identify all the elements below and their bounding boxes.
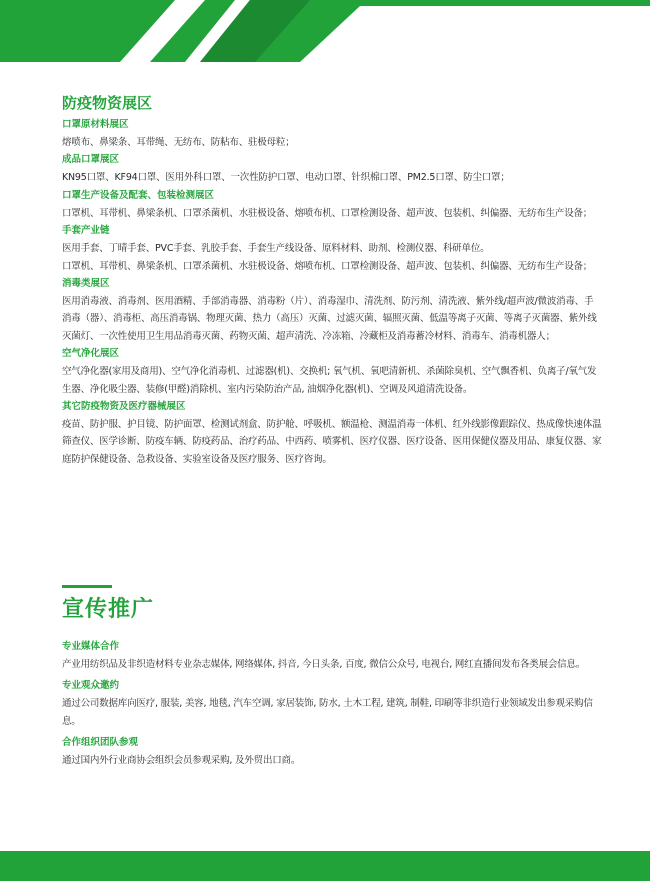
body-paragraph: 产业用纺织品及非织造材料专业杂志媒体, 网络媒体, 抖音, 今日头条, 百度, 微信公众号, 电视台, 网红直播间发布各类展会信息。 [62, 659, 586, 670]
body-paragraph: 口罩机、耳带机、鼻梁条机、口罩杀菌机、水驻极设备、熔喷布机、口罩检测设备、超声波、包装机、纠偏器、无纺布生产设备； [62, 207, 593, 219]
section-title: 宣传推广 [62, 597, 155, 622]
body-paragraph: 医用消毒液、消毒剂、医用酒精、手部消毒器、消毒粉（片）、消毒湿巾、清洗剂、防污剂、清洗液、紫外线/超声波/微波消毒、手消毒（器）、消毒柜、高压消毒锅、物理灭菌、热力（高压）灭菌、过滤灭菌、辐照灭菌、低温等离子灭菌、等离子灭菌器、紫外线灭菌灯、一次性使用卫生用品消毒灭菌、药物灭菌、超声清洗、冷冻箱、冷藏柜及消毒蓄冷材料、消毒车、消毒机器人； [62, 296, 597, 342]
sub-heading: 专业媒体合作 [62, 641, 120, 652]
body-paragraph: 通过国内外行业商协会组织会员参观采购, 及外贸出口商。 [62, 754, 301, 766]
promotion-section [62, 585, 602, 770]
sub-heading: 合作组织团队参观 [62, 736, 139, 748]
bottom-decor-band [0, 851, 650, 881]
sub-heading: 口罩原材料展区 [62, 119, 129, 130]
section-title: 防疫物资展区 [62, 94, 153, 112]
body-paragraph: 口罩机、耳带机、鼻梁条机、口罩杀菌机、水驻极设备、熔喷布机、口罩检测设备、超声波、包装机、纠偏器、无纺布生产设备； [62, 260, 593, 272]
accent-bar [62, 585, 112, 588]
body-paragraph: 空气净化器(家用及商用)、空气净化消毒机、过滤器(机)、交换机; 氧气机、氧吧清新机、杀菌除臭机、空气飘香机、负离子/氧气发生器、净化吸尘器、装修(甲醛)消除机、室内污染防治产品, 油烟净化器(机)、空调及风道清洗设备。 [62, 366, 597, 395]
sub-heading: 手套产业链 [62, 225, 110, 237]
sub-heading: 空气净化展区 [62, 348, 120, 360]
sub-heading: 其它防疫物资及医疗器械展区 [62, 401, 186, 413]
top-band-stripe [0, 0, 650, 62]
top-decor-band [0, 0, 650, 62]
sub-heading: 成品口罩展区 [62, 154, 120, 166]
section-groups [62, 116, 602, 468]
body-paragraph: KN95口罩、KF94口罩、医用外科口罩、一次性防护口罩、电动口罩、针织棉口罩、PM2.5口罩、防尘口罩； [62, 172, 510, 184]
section-groups [62, 638, 602, 770]
epidemic-supplies-section [62, 92, 602, 468]
body-paragraph: 通过公司数据库向医疗, 服装, 美容, 地毯, 汽车空调, 家居装饰, 防水, 土木工程, 建筑, 制鞋, 印刷等非织造行业领域发出参观采购信息。 [62, 697, 593, 727]
sub-heading: 口罩生产设备及配套、包装检测展区 [62, 189, 215, 201]
body-paragraph: 医用手套、丁晴手套、PVC手套、乳胶手套、手套生产线设备、原料材料、助剂、检测仪器、科研单位。 [62, 243, 490, 255]
sub-heading: 消毒类展区 [62, 278, 110, 290]
body-paragraph: 疫苗、防护服、护目镜、防护面罩、检测试剂盒、防护舱、呼吸机、额温枪、测温消毒一体机、红外线影像跟踪仪、热成像快速体温筛查仪、医学诊断、防疫车辆、防疫药品、治疗药品、中西药、喷雾机、医疗仪器、医疗设备、医用保健仪器及用品、康复仪器、家庭防护保健设备、急救设备、实验室设备及医疗服务、医疗咨询。 [62, 419, 602, 465]
sub-heading: 专业观众邀约 [62, 679, 120, 691]
body-paragraph: 熔喷布、鼻梁条、耳带绳、无纺布、防粘布、驻极母粒； [62, 137, 295, 148]
